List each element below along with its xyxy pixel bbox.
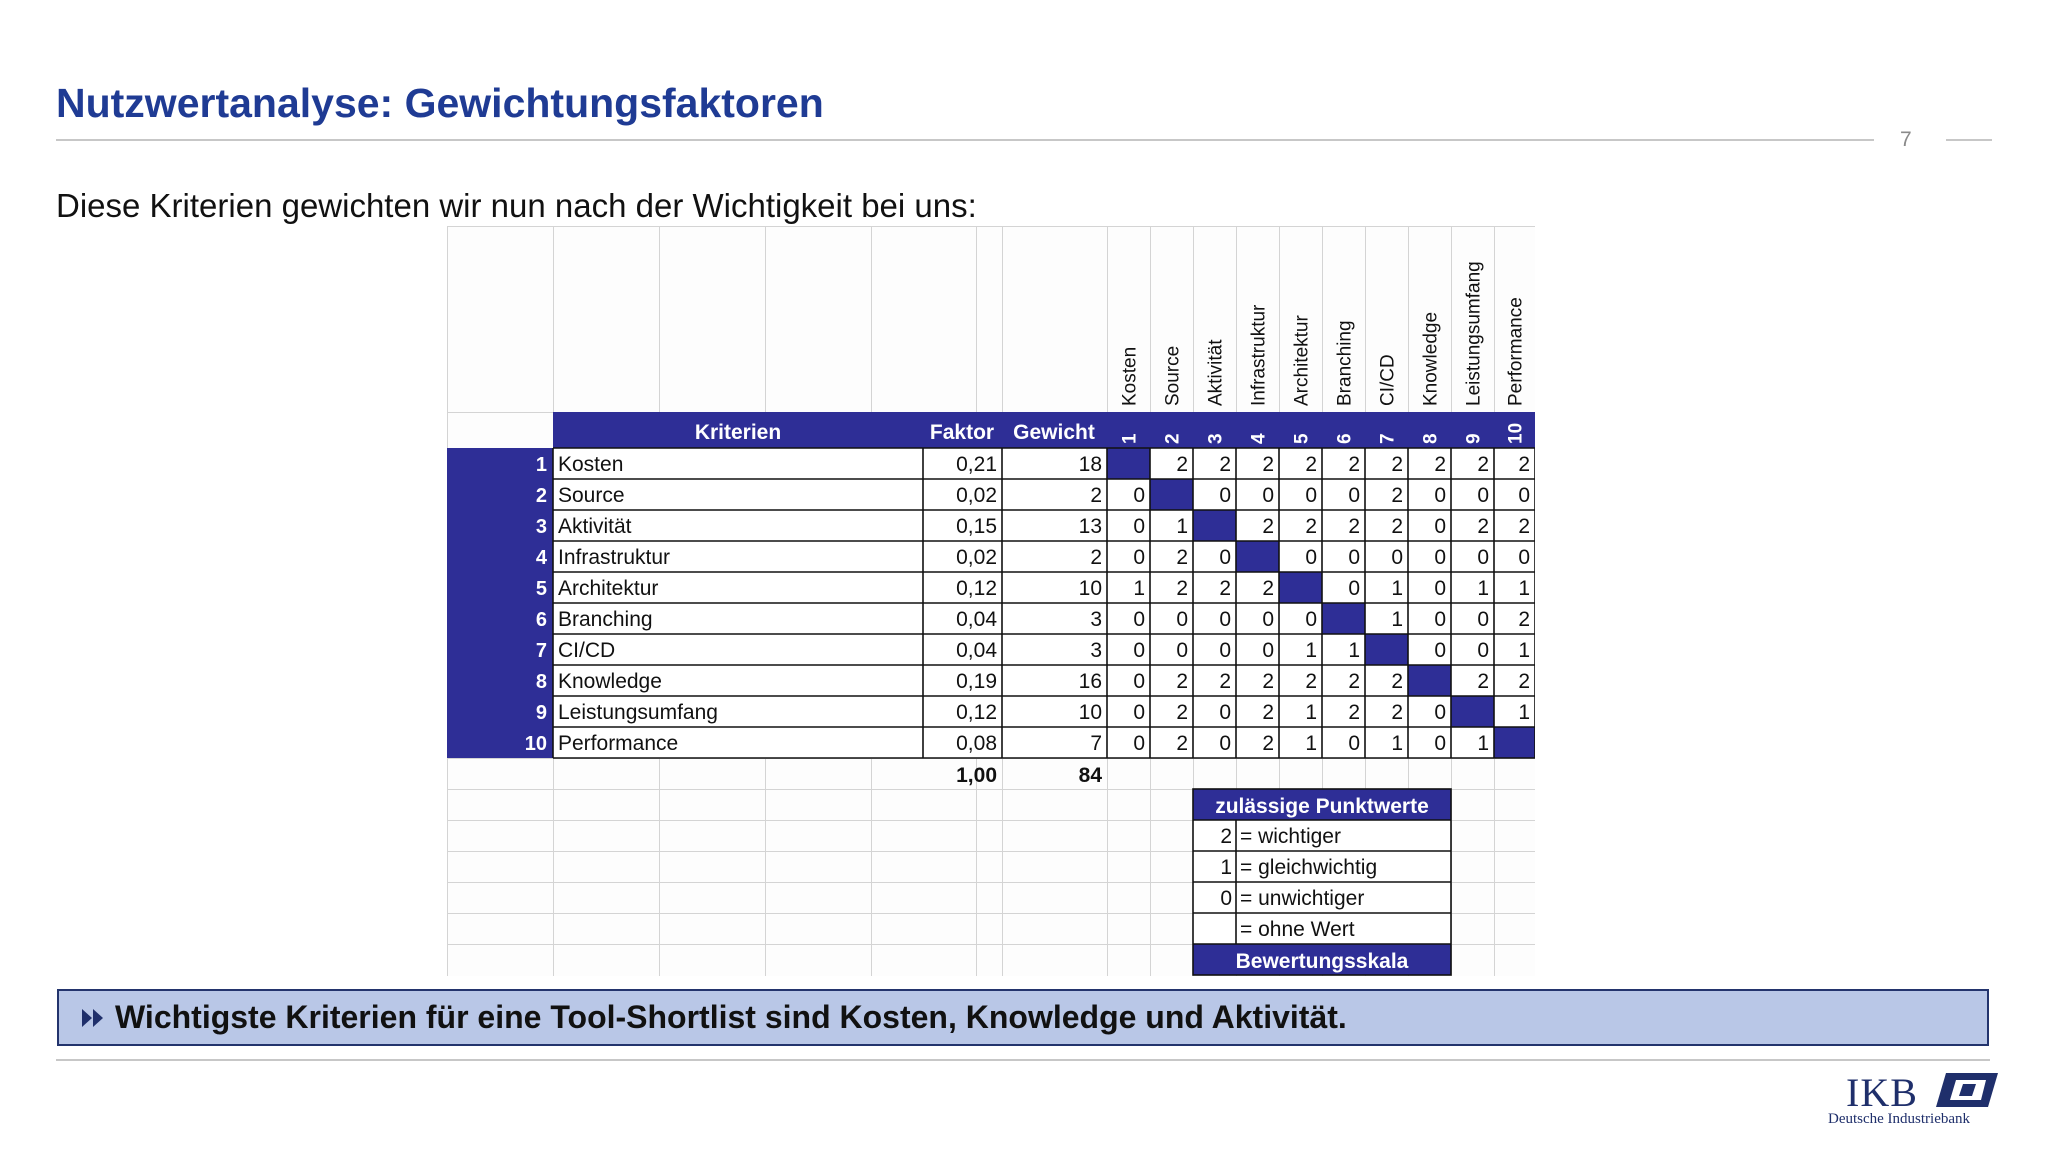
score-cell: 0 [1348,577,1360,600]
row-number-7: 7 [535,640,547,662]
criterion-name: Aktivität [558,515,632,538]
score-cell: 0 [1133,484,1145,507]
score-cell: 1 [1305,639,1317,662]
ikb-logo-mark-icon [1936,1071,1998,1109]
row-number-6: 6 [535,609,547,631]
score-cell: 0 [1219,546,1231,569]
logo-wordmark: IKB [1846,1070,1918,1115]
criterion-name: Leistungsumfang [558,701,718,724]
score-cell: 0 [1219,639,1231,662]
faktor-value: 0,15 [956,515,997,538]
score-cell: 2 [1391,701,1403,724]
score-cell: 0 [1133,701,1145,724]
score-cell: 2 [1262,577,1274,600]
column-number-6: 6 [1334,433,1356,444]
page-number-divider [1946,139,1992,141]
faktor-value: 0,02 [956,546,997,569]
pairwise-comparison-table [447,226,1535,976]
total-faktor: 1,00 [956,764,997,787]
score-cell: 0 [1219,484,1231,507]
score-cell: 2 [1518,515,1530,538]
conclusion-callout [57,989,1989,1046]
score-cell: 1 [1477,577,1489,600]
score-cell: 1 [1348,639,1360,662]
score-cell: 0 [1176,639,1188,662]
score-cell: 0 [1176,608,1188,631]
score-cell: 0 [1434,546,1446,569]
score-cell: 0 [1262,484,1274,507]
gewicht-value: 3 [1090,608,1102,631]
diagonal-cell [1322,603,1365,634]
score-cell: 0 [1262,639,1274,662]
column-number-3: 3 [1205,433,1227,444]
row-number-3: 3 [535,516,547,538]
score-cell: 0 [1477,639,1489,662]
score-cell: 2 [1348,670,1360,693]
page-number: 7 [1900,128,1912,151]
column-number-10: 10 [1505,422,1527,444]
score-cell: 2 [1434,453,1446,476]
slide-subtitle: Diese Kriterien gewichten wir nun nach der Wichtigkeit bei uns: [56,187,977,224]
score-cell: 0 [1518,546,1530,569]
score-cell: 2 [1219,453,1231,476]
row-number-8: 8 [535,671,547,693]
score-cell: 1 [1133,577,1145,600]
rotated-label-8: Knowledge [1420,311,1442,406]
score-cell: 2 [1391,670,1403,693]
score-cell: 2 [1305,670,1317,693]
slide-title: Nutzwertanalyse: Gewichtungsfaktoren [56,80,824,126]
score-cell: 0 [1477,608,1489,631]
diagonal-cell [1193,510,1236,541]
legend-value: 0 [1220,887,1232,910]
rotated-label-10: Performance [1505,297,1527,406]
gewicht-value: 13 [1078,515,1102,538]
score-cell: 0 [1391,546,1403,569]
rotated-label-7: CI/CD [1377,354,1399,406]
score-cell: 2 [1262,732,1274,755]
score-cell: 0 [1434,608,1446,631]
score-cell: 0 [1434,484,1446,507]
score-cell: 1 [1518,577,1530,600]
score-cell: 2 [1176,546,1188,569]
gewicht-value: 7 [1090,732,1102,755]
column-number-8: 8 [1420,433,1442,444]
spreadsheet-screenshot [447,226,1535,976]
criterion-name: Performance [558,732,679,755]
header-faktor: Faktor [929,421,995,444]
score-cell: 2 [1262,670,1274,693]
column-number-5: 5 [1291,433,1313,444]
legend-header: zulässige Punktwerte [1215,795,1429,818]
score-cell: 2 [1176,577,1188,600]
criterion-name: Infrastruktur [558,546,671,569]
score-cell: 2 [1262,453,1274,476]
gewicht-value: 10 [1078,701,1102,724]
diagonal-cell [1365,634,1408,665]
score-cell: 0 [1133,546,1145,569]
score-cell: 0 [1518,484,1530,507]
score-cell: 2 [1477,453,1489,476]
row-number-9: 9 [535,702,547,724]
criterion-name: Branching [558,608,653,631]
logo-subtitle: Deutsche Industriebank [1828,1111,1971,1127]
diagonal-cell [1236,541,1279,572]
score-cell: 1 [1477,732,1489,755]
score-cell: 1 [1176,515,1188,538]
gewicht-value: 2 [1090,546,1102,569]
score-cell: 2 [1348,701,1360,724]
score-cell: 0 [1219,608,1231,631]
rotated-label-1: Kosten [1119,346,1141,406]
score-cell: 2 [1391,453,1403,476]
score-cell: 2 [1348,515,1360,538]
score-cell: 0 [1133,670,1145,693]
score-cell: 2 [1262,515,1274,538]
criterion-name: CI/CD [558,639,616,662]
score-cell: 0 [1434,577,1446,600]
diagonal-cell [1451,696,1494,727]
score-cell: 2 [1518,608,1530,631]
score-cell: 0 [1348,732,1360,755]
legend-label: = ohne Wert [1240,918,1355,941]
score-cell: 0 [1305,546,1317,569]
score-cell: 1 [1305,701,1317,724]
rotated-label-5: Architektur [1291,315,1313,406]
score-cell: 0 [1133,608,1145,631]
faktor-value: 0,12 [956,577,997,600]
rotated-label-4: Infrastruktur [1248,304,1270,406]
legend-value: 1 [1220,856,1232,879]
column-number-4: 4 [1248,433,1270,444]
column-number-1: 1 [1119,433,1141,444]
criterion-name: Knowledge [558,670,662,693]
score-cell: 0 [1434,701,1446,724]
score-cell: 0 [1133,639,1145,662]
score-cell: 2 [1219,577,1231,600]
row-number-1: 1 [535,454,547,476]
faktor-value: 0,08 [956,732,997,755]
score-cell: 0 [1434,639,1446,662]
diagonal-cell [1107,448,1150,479]
score-cell: 0 [1305,608,1317,631]
diagonal-cell [1279,572,1322,603]
gewicht-value: 18 [1078,453,1102,476]
score-cell: 0 [1133,515,1145,538]
criterion-name: Architektur [558,577,659,600]
score-cell: 0 [1348,546,1360,569]
header-kriterien: Kriterien [694,421,782,444]
faktor-value: 0,04 [956,639,997,662]
callout-text: Wichtigste Kriterien für eine Tool-Shortlist sind Kosten, Knowledge und Aktivität. [115,999,1347,1035]
score-cell: 2 [1391,515,1403,538]
column-number-7: 7 [1377,433,1399,444]
diagonal-cell [1150,479,1193,510]
score-cell: 0 [1219,732,1231,755]
row-number-2: 2 [535,485,547,507]
legend-label: = unwichtiger [1240,887,1365,910]
legend-label: = gleichwichtig [1240,856,1378,879]
score-cell: 1 [1391,577,1403,600]
score-cell: 1 [1518,701,1530,724]
score-cell: 1 [1391,732,1403,755]
score-cell: 0 [1219,701,1231,724]
diagonal-cell [1494,727,1535,758]
ikb-logo [1818,1063,1998,1129]
row-number-10: 10 [524,733,547,755]
title-divider [56,139,1874,141]
faktor-value: 0,04 [956,608,997,631]
gewicht-value: 10 [1078,577,1102,600]
faktor-value: 0,21 [956,453,997,476]
column-number-2: 2 [1162,433,1184,444]
score-cell: 1 [1391,608,1403,631]
score-cell: 2 [1348,453,1360,476]
criterion-name: Kosten [558,453,624,476]
header-gewicht: Gewicht [1013,421,1095,444]
row-number-5: 5 [535,578,547,600]
score-cell: 0 [1262,608,1274,631]
footer-divider [56,1059,1990,1061]
faktor-value: 0,12 [956,701,997,724]
legend-label: = wichtiger [1240,825,1341,848]
legend-footer: Bewertungsskala [1235,950,1409,973]
score-cell: 0 [1348,484,1360,507]
row-number-4: 4 [535,547,547,569]
criterion-name: Source [558,484,625,507]
score-cell: 2 [1518,453,1530,476]
score-cell: 2 [1176,453,1188,476]
score-cell: 0 [1434,732,1446,755]
score-cell: 2 [1305,515,1317,538]
score-cell: 2 [1518,670,1530,693]
faktor-value: 0,19 [956,670,997,693]
score-cell: 1 [1518,639,1530,662]
rotated-label-3: Aktivität [1205,339,1227,406]
score-cell: 2 [1262,701,1274,724]
gewicht-value: 2 [1090,484,1102,507]
score-cell: 2 [1391,484,1403,507]
score-cell: 2 [1176,732,1188,755]
diagonal-cell [1408,665,1451,696]
gewicht-value: 16 [1078,670,1102,693]
rotated-label-6: Branching [1334,320,1356,406]
legend-value: 2 [1220,825,1232,848]
faktor-value: 0,02 [956,484,997,507]
rotated-label-9: Leistungsumfang [1463,261,1485,406]
column-number-9: 9 [1463,433,1485,444]
gewicht-value: 3 [1090,639,1102,662]
score-cell: 2 [1176,701,1188,724]
total-gewicht: 84 [1078,764,1102,787]
score-cell: 2 [1219,670,1231,693]
score-cell: 0 [1434,515,1446,538]
score-cell: 1 [1305,732,1317,755]
score-cell: 2 [1477,670,1489,693]
double-arrow-right-icon [81,1006,105,1030]
score-cell: 2 [1477,515,1489,538]
score-cell: 0 [1305,484,1317,507]
score-cell: 2 [1305,453,1317,476]
rotated-label-2: Source [1162,345,1184,406]
score-cell: 0 [1133,732,1145,755]
score-cell: 2 [1176,670,1188,693]
score-cell: 0 [1477,484,1489,507]
score-cell: 0 [1477,546,1489,569]
